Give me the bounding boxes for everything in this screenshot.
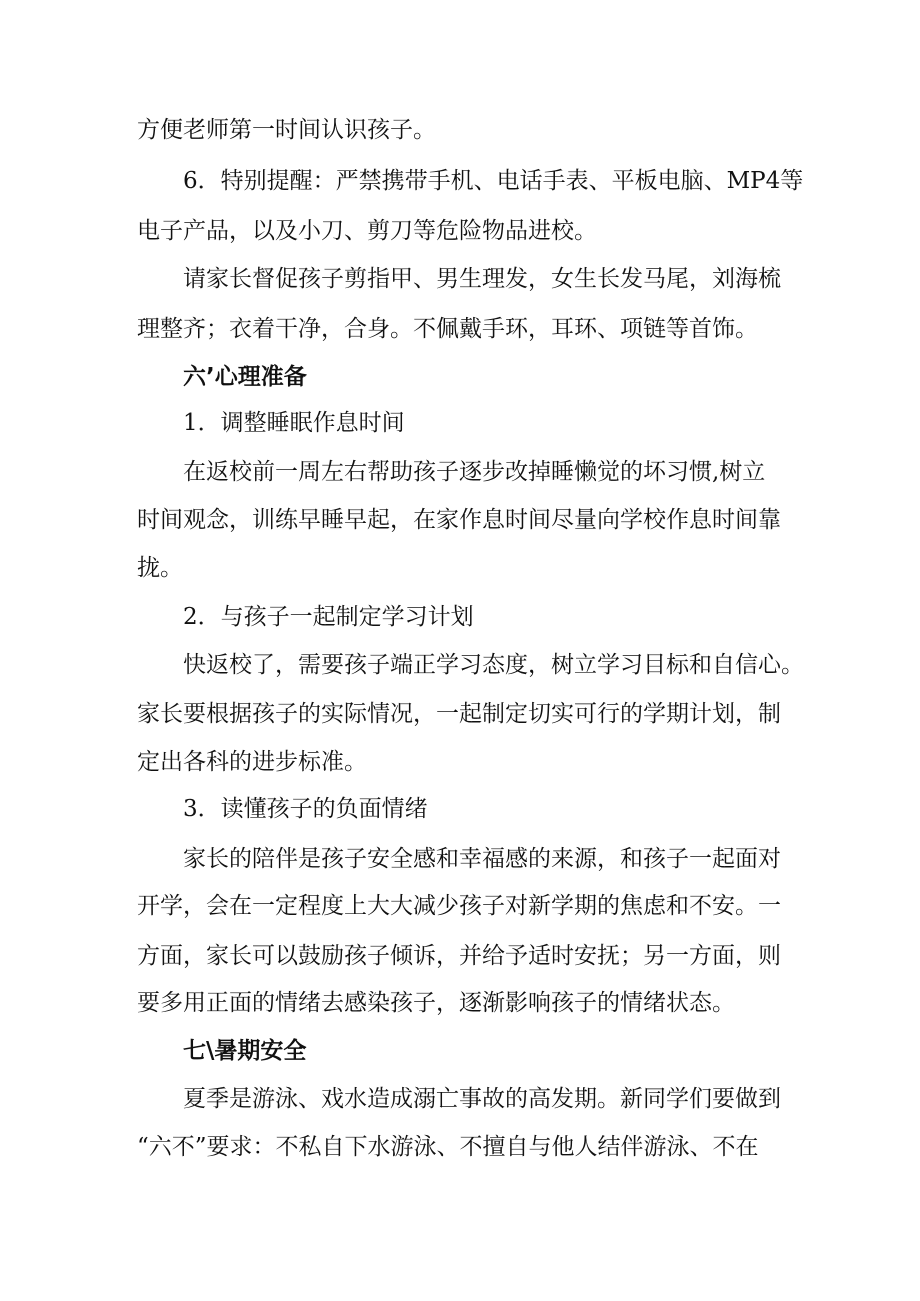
text-line: 6．特别提醒：严禁携带手机、电话手表、平板电脑、MP4等 bbox=[183, 168, 804, 194]
section-heading: 七\暑期安全 bbox=[183, 1038, 307, 1064]
text-line: 夏季是游泳、戏水造成溺亡事故的高发期。新同学们要做到 bbox=[183, 1086, 781, 1112]
text-line: 家长要根据孩子的实际情况，一起制定切实可行的学期计划，制 bbox=[137, 701, 781, 727]
text-line: 开学，会在一定程度上大大减少孩子对新学期的焦虑和不安。一 bbox=[137, 893, 781, 919]
text-line: 请家长督促孩子剪指甲、男生理发，女生长发马尾，刘海梳 bbox=[183, 266, 781, 292]
text-line: 时间观念，训练早睡早起，在家作息时间尽量向学校作息时间靠 bbox=[137, 507, 781, 533]
section-heading: 六’心理准备 bbox=[183, 364, 307, 390]
text-line: 方便老师第一时间认识孩子。 bbox=[137, 117, 436, 143]
text-line: 要多用正面的情绪去感染孩子，逐渐影响孩子的情绪状态。 bbox=[137, 990, 735, 1016]
text-line: “六不”要求：不私自下水游泳、不擅自与他人结伴游泳、不在 bbox=[137, 1134, 759, 1160]
text-line: 拢。 bbox=[137, 555, 183, 581]
text-line: 在返校前一周左右帮助孩子逐步改掉睡懒觉的坏习惯,树立 bbox=[183, 459, 766, 485]
text-line: 理整齐；衣着干净，合身。不佩戴手环，耳环、项链等首饰。 bbox=[137, 316, 758, 342]
text-line: 快返校了，需要孩子端正学习态度，树立学习目标和自信心。 bbox=[183, 652, 804, 678]
text-line: 电子产品，以及小刀、剪刀等危险物品进校。 bbox=[137, 218, 597, 244]
subsection-heading: 3．读懂孩子的负面情绪 bbox=[183, 796, 428, 822]
text-line: 家长的陪伴是孩子安全感和幸福感的来源，和孩子一起面对 bbox=[183, 846, 781, 872]
subsection-heading: 1．调整睡眠作息时间 bbox=[183, 410, 405, 436]
subsection-heading: 2．与孩子一起制定学习计划 bbox=[183, 604, 474, 630]
text-line: 方面，家长可以鼓励孩子倾诉，并给予适时安抚；另一方面，则 bbox=[137, 943, 781, 969]
text-line: 定出各科的进步标准。 bbox=[137, 749, 367, 775]
